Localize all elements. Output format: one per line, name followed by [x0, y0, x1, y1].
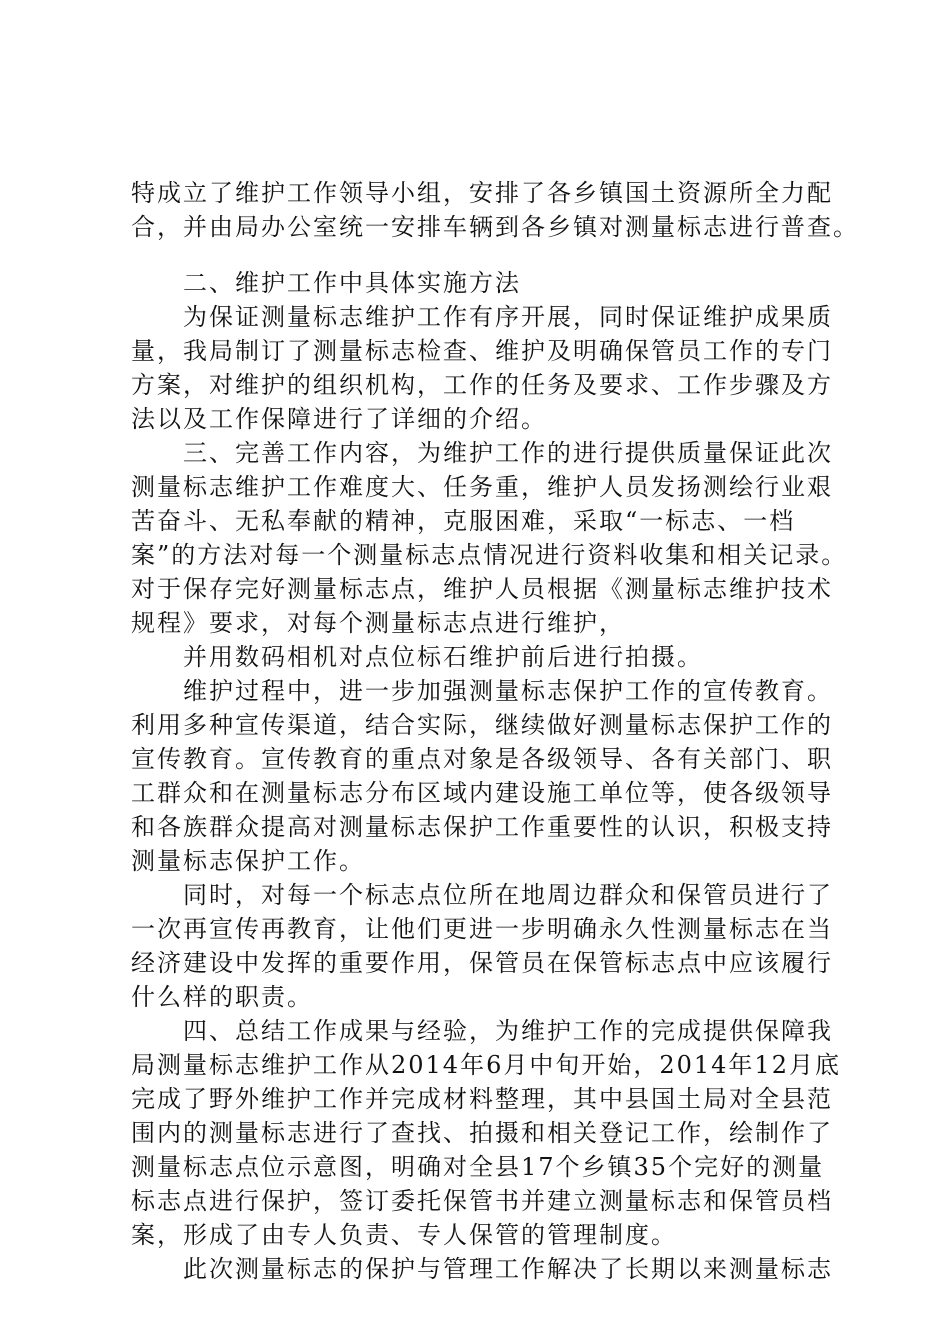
- text-line: 利用多种宣传渠道，结合实际，继续做好测量标志保护工作的: [131, 711, 833, 739]
- text-line: 围内的测量标志进行了查找、拍摄和相关登记工作，绘制作了: [131, 1119, 833, 1147]
- text-line: 合，并由局办公室统一安排车辆到各乡镇对测量标志进行普查。: [131, 213, 859, 241]
- text-line: 规程》要求，对每个测量标志点进行维护，: [131, 609, 625, 637]
- text-line: 测量标志保护工作。: [131, 847, 365, 875]
- text-line: 完成了野外维护工作并完成材料整理，其中县国土局对全县范: [131, 1085, 833, 1113]
- text-line: 一次再宣传再教育，让他们更进一步明确永久性测量标志在当: [131, 915, 833, 943]
- text-line: 维护过程中，进一步加强测量标志保护工作的宣传教育。: [131, 677, 833, 705]
- text-line: 苦奋斗、无私奉献的精神，克服困难，采取“一标志、一档: [131, 507, 796, 535]
- text-line: 测量标志维护工作难度大、任务重，维护人员发扬测绘行业艰: [131, 473, 833, 501]
- section-heading: 二、维护工作中具体实施方法: [131, 269, 521, 297]
- text-line: 案，形成了由专人负责、专人保管的管理制度。: [131, 1221, 677, 1249]
- text-line: 并用数码相机对点位标石维护前后进行拍摄。: [131, 643, 703, 671]
- text-line: 局测量标志维护工作从2014年6月中旬开始，2014年12月底: [131, 1051, 841, 1079]
- text-line: 和各族群众提高对测量标志保护工作重要性的认识，积极支持: [131, 813, 833, 841]
- text-line: 三、完善工作内容，为维护工作的进行提供质量保证此次: [131, 439, 833, 467]
- text-line: 标志点进行保护，签订委托保管书并建立测量标志和保管员档: [131, 1187, 833, 1215]
- text-line: 法以及工作保障进行了详细的介绍。: [131, 405, 547, 433]
- text-line: 经济建设中发挥的重要作用，保管员在保管标志点中应该履行: [131, 949, 833, 977]
- text-line: 案”的方法对每一个测量标志点情况进行资料收集和相关记录。: [131, 541, 848, 569]
- text-line: 工群众和在测量标志分布区域内建设施工单位等，使各级领导: [131, 779, 833, 807]
- text-line: 量，我局制订了测量标志检查、维护及明确保管员工作的专门: [131, 337, 833, 365]
- text-line: 四、总结工作成果与经验，为维护工作的完成提供保障我: [131, 1017, 833, 1045]
- text-line: 对于保存完好测量标志点，维护人员根据《测量标志维护技术: [131, 575, 833, 603]
- text-line: 方案，对维护的组织机构，工作的任务及要求、工作步骤及方: [131, 371, 833, 399]
- text-line: 测量标志点位示意图，明确对全县17个乡镇35个完好的测量: [131, 1153, 825, 1181]
- text-line: 特成立了维护工作领导小组，安排了各乡镇国土资源所全力配: [131, 179, 833, 207]
- text-line: 为保证测量标志维护工作有序开展，同时保证维护成果质: [131, 303, 833, 331]
- text-line: 什么样的职责。: [131, 983, 313, 1011]
- text-line: 宣传教育。宣传教育的重点对象是各级领导、各有关部门、职: [131, 745, 833, 773]
- text-line: 同时，对每一个标志点位所在地周边群众和保管员进行了: [131, 881, 833, 909]
- text-line: 此次测量标志的保护与管理工作解决了长期以来测量标志: [131, 1255, 833, 1283]
